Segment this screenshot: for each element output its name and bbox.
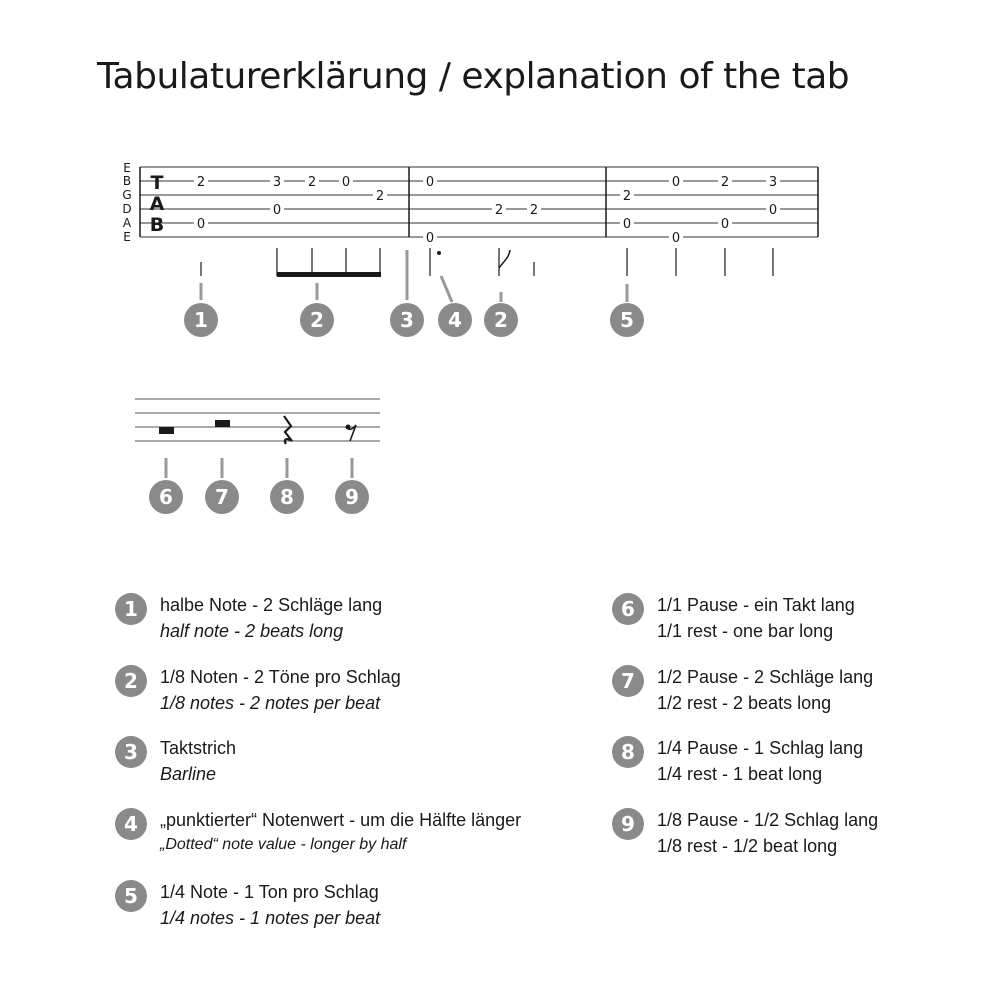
fret-number: 0 (341, 175, 351, 190)
callout-number: 5 (620, 308, 634, 332)
rest-staff (135, 399, 380, 441)
legend-badge: 8 (612, 736, 644, 768)
callout-number: 9 (345, 485, 359, 509)
fret-number: 3 (768, 175, 778, 190)
fret-number: 2 (307, 175, 317, 190)
fret-number: 0 (768, 203, 778, 218)
beam (277, 272, 381, 277)
fret-number: 0 (622, 217, 632, 232)
callout-number: 2 (310, 308, 324, 332)
callout-number: 1 (194, 308, 208, 332)
dot (437, 251, 441, 255)
legend-text-en: „Dotted“ note value - longer by half (160, 836, 407, 853)
string-name: D (122, 202, 132, 216)
tab-clef (150, 172, 165, 236)
legend-badge: 4 (115, 808, 147, 840)
callout-number: 2 (494, 308, 508, 332)
legend-text-de: Taktstrich (160, 738, 237, 758)
whole-rest (159, 427, 174, 434)
fret-number: 2 (622, 189, 632, 204)
callout-number: 7 (215, 485, 229, 509)
legend-text-en: 1/2 rest - 2 beats long (657, 693, 832, 713)
fret-number: 0 (425, 175, 435, 190)
quarter-rest (284, 416, 292, 444)
callout-number: 8 (280, 485, 294, 509)
legend-text-de: 1/8 Pause - 1/2 Schlag lang (657, 810, 879, 830)
fret-numbers (194, 174, 780, 246)
fret-number: 2 (196, 175, 206, 190)
fret-number: 0 (425, 231, 435, 246)
fret-number: 0 (671, 175, 681, 190)
legend-text-de: 1/1 Pause - ein Takt lang (657, 595, 855, 615)
fret-number: 0 (196, 217, 206, 232)
string-name: E (123, 230, 131, 244)
barlines (140, 167, 818, 237)
rest-connectors (166, 458, 352, 478)
callout-number: 6 (159, 485, 173, 509)
tab-clef-t: T (150, 172, 164, 194)
legend-badge: 5 (115, 880, 147, 912)
legend-text-en: Barline (160, 764, 217, 784)
fret-number: 0 (272, 203, 282, 218)
tab-callouts (184, 303, 644, 337)
legend-badge: 9 (612, 808, 644, 840)
fret-number: 2 (494, 203, 504, 218)
fret-number: 3 (272, 175, 282, 190)
callout-number: 4 (448, 308, 462, 332)
tab-clef-b: B (149, 214, 165, 236)
legend-text-de: 1/8 Noten - 2 Töne pro Schlag (160, 667, 401, 687)
legend-text-en: 1/8 rest - 1/2 beat long (657, 836, 838, 856)
tab-clef-a: A (149, 193, 165, 215)
legend-text-en: 1/8 notes - 2 notes per beat (160, 693, 381, 713)
legend-badge: 6 (612, 593, 644, 625)
fret-number: 0 (720, 217, 730, 232)
legend-text-de: 1/2 Pause - 2 Schläge lang (657, 667, 874, 687)
page-title: Tabulaturerklärung / explanation of the tab (97, 56, 850, 97)
legend-text-en: 1/4 notes - 1 notes per beat (160, 908, 381, 928)
legend-badge: 3 (115, 736, 147, 768)
legend-badge: 2 (115, 665, 147, 697)
fret-number: 0 (671, 231, 681, 246)
tab-staff (140, 167, 818, 237)
legend-text-en: half note - 2 beats long (160, 621, 344, 641)
string-name: A (122, 216, 132, 230)
string-name: E (123, 161, 131, 175)
legend-text-de: halbe Note - 2 Schläge lang (160, 595, 383, 615)
string-name: B (122, 174, 132, 188)
legend-text-de: „punktierter“ Notenwert - um die Hälfte länger (160, 810, 522, 830)
eighth-flag (499, 250, 510, 268)
legend-text-de: 1/4 Note - 1 Ton pro Schlag (160, 882, 379, 902)
legend-text-en: 1/4 rest - 1 beat long (657, 764, 823, 784)
fret-number: 2 (720, 175, 730, 190)
legend-text-en: 1/1 rest - one bar long (657, 621, 834, 641)
half-rest (215, 420, 230, 427)
callout-number: 3 (400, 308, 414, 332)
callout-connectors (201, 276, 627, 302)
legend-badge: 1 (115, 593, 147, 625)
rhythm-stems (201, 248, 773, 276)
legend-badge: 7 (612, 665, 644, 697)
legend-text-de: 1/4 Pause - 1 Schlag lang (657, 738, 864, 758)
fret-number: 2 (375, 189, 385, 204)
string-names (122, 161, 132, 244)
fret-number: 2 (529, 203, 539, 218)
string-name: G (122, 188, 132, 202)
rest-callouts (149, 480, 369, 514)
